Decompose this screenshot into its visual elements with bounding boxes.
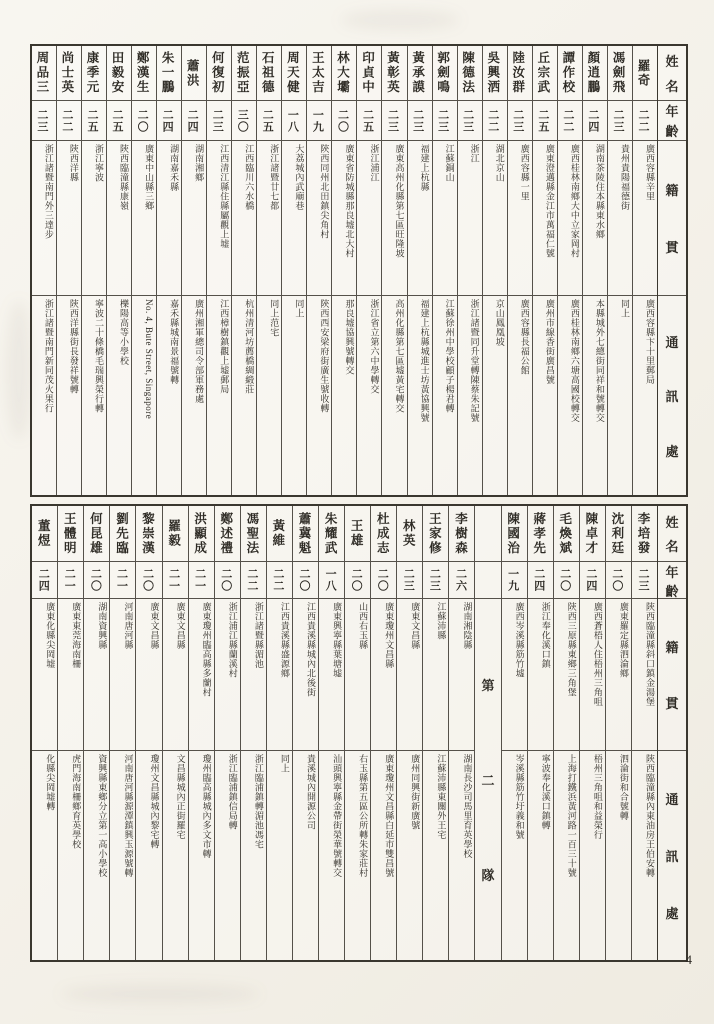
entry-origin: 湖北京山: [483, 141, 507, 296]
entry-column: [432, 46, 457, 495]
entry-name: 王雄: [345, 506, 370, 562]
entry-name: 沈利廷: [606, 506, 631, 562]
entry-column: [240, 506, 266, 960]
entry-column: [579, 506, 605, 960]
entry-origin: 廣西容縣一里: [508, 141, 532, 296]
header-name: 姓 名: [658, 506, 686, 562]
entry-origin: 浙江諸暨縣湄池: [241, 599, 266, 751]
header-column: [657, 46, 686, 495]
entry-address: 那良墟協興號轉交: [344, 299, 355, 375]
entry-origin: 陝西臨潼縣康嶺: [107, 141, 131, 296]
entry-address: 湖南長沙司馬里育英學校: [462, 754, 473, 859]
divider-blank: [475, 506, 500, 562]
entry-age: 二三: [408, 101, 432, 141]
entry-address: 江蘇徐州中學校顧子楊君轉: [444, 299, 455, 413]
entry-name: 何昆雄: [84, 506, 109, 562]
entry-address: 河南唐河縣源潭鎮興玉源號轉: [123, 754, 134, 878]
entry-origin: 福建上杭縣: [408, 141, 432, 296]
entry-address: 廣州湘軍總司令部軍務處: [194, 299, 205, 404]
entry-column: [331, 46, 356, 495]
entry-address: 浙江諸暨南門新同茂火果行: [43, 299, 54, 413]
entry-age: 二三: [608, 101, 632, 141]
divider-blank: [475, 562, 500, 599]
entry-age: 二四: [583, 101, 607, 141]
entry-origin: 廣西桂林南鄉大中立家岡村: [558, 141, 582, 296]
entry-origin: 山西右玉縣: [345, 599, 370, 751]
entry-address: 京山鳳凰坡: [494, 299, 505, 347]
entry-column: [106, 46, 131, 495]
entry-age: 二一: [110, 562, 135, 599]
entry-address: 文昌縣城內正街羅宅: [175, 754, 186, 840]
entry-age: 二〇: [215, 562, 240, 599]
entry-address: 同上: [294, 299, 305, 318]
entry-address: 瓊州文昌縣城內黎宅轉: [149, 754, 160, 849]
entry-column: [527, 506, 553, 960]
entry-column: [381, 46, 406, 495]
entry-origin: 江西臨川六水橋: [232, 141, 256, 296]
entry-column: [56, 46, 81, 495]
entry-name: 羅毅: [163, 506, 188, 562]
entry-age: 二〇: [332, 101, 356, 141]
entry-age: 二三: [433, 101, 457, 141]
entry-column: [532, 46, 557, 495]
header-name: 姓 名: [658, 46, 686, 101]
entry-name: 蕭洪: [182, 46, 206, 101]
entry-column: [135, 506, 161, 960]
entry-age: 二〇: [371, 562, 396, 599]
entry-address: 陝西西安梁府街廣生號收轉: [319, 299, 330, 413]
entry-age: 二五: [533, 101, 557, 141]
entry-origin: 江西清江縣住縣屬觀上墟: [207, 141, 231, 296]
entry-column: [32, 506, 57, 960]
entry-column: [281, 46, 306, 495]
entry-age: 一八: [282, 101, 306, 141]
entry-name: 王體明: [58, 506, 83, 562]
entry-age: 二〇: [554, 562, 579, 599]
header-origin: 籍 貫: [658, 141, 686, 296]
header-address: 通 訊 處: [665, 334, 679, 459]
header-age: 年 齡: [658, 562, 686, 599]
entry-origin: 廣東東莞海南柵: [58, 599, 83, 751]
entry-address: 浙江諸暨同升堂轉陳蔡朱記號: [469, 299, 480, 423]
entry-age: 二四: [32, 562, 57, 599]
entry-name: 黃承謨: [408, 46, 432, 101]
entry-name: 尚士英: [57, 46, 81, 101]
roster-table-top: [30, 44, 688, 497]
entry-address: 江西樟樹鎮觀上墟郵局: [219, 299, 230, 394]
entry-column: [632, 46, 657, 495]
entry-column: [557, 46, 582, 495]
entry-age: 二三: [32, 101, 56, 141]
entry-name: 朱一鵬: [157, 46, 181, 101]
entry-address: 陝西臨潼縣內東油房王伯安轉: [645, 754, 655, 878]
roster-table-bottom: [30, 504, 688, 962]
entry-origin: 廣東高州化縣第七區旺隆坡: [382, 141, 406, 296]
entry-column: [396, 506, 422, 960]
entry-age: 一九: [502, 562, 527, 599]
entry-name: 周品三: [32, 46, 56, 101]
entry-name: 陸汝群: [508, 46, 532, 101]
entry-address: 貴溪城內開源公司: [305, 754, 316, 830]
entry-name: 郭劍鳴: [433, 46, 457, 101]
entry-name: 黎崇漢: [136, 506, 161, 562]
entry-origin: 浙江: [458, 141, 482, 296]
entry-age: 二五: [82, 101, 106, 141]
entry-origin: 廣東中山縣三鄉: [132, 141, 156, 296]
entry-name: 王家修: [423, 506, 448, 562]
entry-column: [266, 506, 292, 960]
entry-address: 右玉縣第五區公所轉朱家莊村: [358, 754, 369, 878]
entry-column: [457, 46, 482, 495]
entry-address: 上海打鐵浜黃河路一百三十號: [566, 754, 577, 878]
scan-smudge: [60, 985, 260, 1003]
entry-column: [81, 46, 106, 495]
entry-age: 二四: [528, 562, 553, 599]
entry-name: 周天健: [282, 46, 306, 101]
entry-origin: 湖南嘉禾縣: [157, 141, 181, 296]
entry-column: [344, 506, 370, 960]
entry-origin: 廣西容縣辛里: [633, 141, 657, 296]
entry-age: 一九: [307, 101, 331, 141]
entry-origin: 浙江浦江: [357, 141, 381, 296]
entry-address: 浙江臨浦鎮轉湄池馮宅: [253, 754, 264, 849]
entry-address: 寧波奉化溪口鎮轉: [540, 754, 551, 830]
entry-column: [256, 46, 281, 495]
entry-column: [109, 506, 135, 960]
entry-origin: 廣東瓊州文昌縣: [371, 599, 396, 751]
entry-column: [356, 46, 381, 495]
header-address: 通 訊 處: [665, 792, 679, 921]
entry-column: [181, 46, 206, 495]
entry-name: 印貞中: [357, 46, 381, 101]
entry-age: 三〇: [232, 101, 256, 141]
entry-age: 二三: [508, 101, 532, 141]
team-divider-column: [474, 506, 500, 960]
entry-name: 康季元: [82, 46, 106, 101]
entry-name: 馮聖法: [241, 506, 266, 562]
entry-name: 田毅安: [107, 46, 131, 101]
entry-origin: 江蘇沛縣: [423, 599, 448, 751]
entry-age: 二三: [207, 101, 231, 141]
entry-column: [501, 506, 527, 960]
entry-address: No. 4, Bute Street, Singapore: [144, 299, 155, 420]
entry-name: 董煜: [32, 506, 57, 562]
entry-origin: 廣東文昌縣: [163, 599, 188, 751]
entry-column: [631, 506, 657, 960]
entry-address: 化縣尖岡墟轉: [45, 754, 56, 811]
entry-age: 二〇: [345, 562, 370, 599]
entry-address: 陝西洋縣街長發祥號轉: [68, 299, 79, 394]
entry-name: 鄭漢生: [132, 46, 156, 101]
entry-address: 泗淪街和合號轉: [618, 754, 629, 821]
entry-name: 丘宗武: [533, 46, 557, 101]
entry-name: 陳國治: [502, 506, 527, 562]
entry-name: 李培發: [632, 506, 657, 562]
entry-column: [306, 46, 331, 495]
entry-age: 二一: [189, 562, 214, 599]
entry-column: [370, 506, 396, 960]
entry-age: 二六: [449, 562, 474, 599]
entry-name: 杜成志: [371, 506, 396, 562]
entry-age: 二四: [157, 101, 181, 141]
entry-address: 廣州同興街新廣號: [410, 754, 421, 830]
entry-column: [582, 46, 607, 495]
entry-address: 虎門海南柵鄉育英學校: [71, 754, 82, 849]
entry-age: 二二: [241, 562, 266, 599]
entry-column: [231, 46, 256, 495]
entry-origin: 大荔城內武廟巷: [282, 141, 306, 296]
entry-address: 廣西桂林南鄉六塘高國校轉交: [569, 299, 580, 423]
page-number: 4: [685, 952, 692, 967]
entry-column: [607, 46, 632, 495]
entry-column: [318, 506, 344, 960]
entry-age: 二二: [483, 101, 507, 141]
entry-age: 二二: [267, 562, 292, 599]
entry-column: [83, 506, 109, 960]
entry-origin: 廣西蒼梧人住梧州三角咀: [580, 599, 605, 751]
entry-age: 二三: [458, 101, 482, 141]
entry-age: 二二: [558, 101, 582, 141]
entry-origin: 湖南湘鄉: [182, 141, 206, 296]
entry-address: 資興縣東鄉分立第一高小學校: [97, 754, 108, 878]
entry-origin: 廣西岑溪縣筋竹墟: [502, 599, 527, 751]
header-column: [657, 506, 686, 960]
entry-name: 黃彰英: [382, 46, 406, 101]
entry-address: 浙江臨浦鎮信局轉: [227, 754, 238, 830]
scan-smudge: [340, 10, 460, 30]
entry-address: 同上: [619, 299, 630, 318]
entry-name: 林英: [397, 506, 422, 562]
entry-age: 二三: [423, 562, 448, 599]
entry-origin: 貴州貴陽福德街: [608, 141, 632, 296]
entry-name: 陳德法: [458, 46, 482, 101]
entry-column: [482, 46, 507, 495]
entry-age: 二一: [163, 562, 188, 599]
entry-address: 浙江省立第六中學轉交: [369, 299, 380, 394]
entry-address: 岑溪縣筋竹圩義和號: [514, 754, 525, 840]
entry-name: 蔣孝先: [528, 506, 553, 562]
entry-name: 朱耀武: [319, 506, 344, 562]
scan-smudge: [6, 300, 32, 440]
entry-origin: 廣東省防城縣那良墟北大村: [332, 141, 356, 296]
entry-column: [188, 506, 214, 960]
entry-column: [32, 46, 56, 495]
entry-name: 何復初: [207, 46, 231, 101]
entry-column: [206, 46, 231, 495]
entry-address: 本縣城外七總街同祥和號轉交: [594, 299, 605, 423]
entry-address: 瓊州臨高縣城內多文市轉: [201, 754, 212, 859]
entry-address: 杭州清河坊薦橋綢緞莊: [244, 299, 255, 394]
entry-column: [553, 506, 579, 960]
entry-name: 王太吉: [307, 46, 331, 101]
entry-name: 劉先臨: [110, 506, 135, 562]
entry-name: 馮劍飛: [608, 46, 632, 101]
entry-column: [507, 46, 532, 495]
entry-age: 二〇: [132, 101, 156, 141]
entry-address: 廣西容縣卞十里郵局: [645, 299, 655, 385]
header-origin: 籍 貫: [658, 599, 686, 751]
entry-age: 二四: [182, 101, 206, 141]
entry-column: [57, 506, 83, 960]
team-divider-label: 第 二 隊: [481, 678, 495, 883]
entry-age: 二一: [58, 562, 83, 599]
entry-name: 林大壩: [332, 46, 356, 101]
entry-name: 鄭述禮: [215, 506, 240, 562]
entry-name: 蕭冀魁: [293, 506, 318, 562]
entry-age: 二〇: [136, 562, 161, 599]
entry-origin: 江西貴溪縣盛源鄉: [267, 599, 292, 751]
entry-age: 二〇: [293, 562, 318, 599]
entry-column: [407, 46, 432, 495]
entry-address: 同上: [279, 754, 290, 773]
entry-origin: 廣東瓊州臨高縣多蘭村: [189, 599, 214, 751]
entry-origin: 浙江奉化溪口鎮: [528, 599, 553, 751]
entry-origin: 廣東澄邁縣金江市萬福仁號: [533, 141, 557, 296]
entry-age: 二二: [633, 101, 657, 141]
entry-origin: 廣東文昌縣: [136, 599, 161, 751]
entry-origin: 江蘇銅山: [433, 141, 457, 296]
entry-column: [292, 506, 318, 960]
entry-address: 嘉禾縣城南景福號轉: [169, 299, 180, 385]
entry-name: 黃維: [267, 506, 292, 562]
roster-sheet: [30, 44, 688, 962]
entry-name: 吳興洒: [483, 46, 507, 101]
entry-origin: 浙江諸暨廿七都: [257, 141, 281, 296]
entry-address: 江蘇沛縣東關外王宅: [436, 754, 447, 840]
entry-origin: 陝西同州北田鎮尖角村: [307, 141, 331, 296]
entry-column: [214, 506, 240, 960]
entry-origin: 廣東羅定縣泗淪鄉: [606, 599, 631, 751]
entry-column: [605, 506, 631, 960]
entry-name: 洪顯成: [189, 506, 214, 562]
entry-origin: 浙江寧波: [82, 141, 106, 296]
entry-origin: 廣東興寧縣葉塘墟: [319, 599, 344, 751]
entry-column: [162, 506, 188, 960]
entry-column: [422, 506, 448, 960]
entry-address: 福建上杭縣城進士坊黃協興號: [419, 299, 430, 423]
entry-origin: 浙江諸暨南門外三達步: [32, 141, 56, 296]
entry-origin: 湖南資興縣: [84, 599, 109, 751]
entry-age: 一八: [319, 562, 344, 599]
entry-age: 二二: [57, 101, 81, 141]
entry-name: 顏逍鵬: [583, 46, 607, 101]
entry-address: 寧波二十條橋毛瑞興榮行轉: [93, 299, 104, 413]
entry-name: 陳卓才: [580, 506, 605, 562]
entry-name: 譚作校: [558, 46, 582, 101]
entry-age: 二〇: [84, 562, 109, 599]
entry-address: 廣西容縣長福公館: [519, 299, 530, 375]
entry-origin: 江西貴溪縣城內北後街: [293, 599, 318, 751]
entry-origin: 湖南湘陰縣: [449, 599, 474, 751]
entry-age: 二五: [257, 101, 281, 141]
entry-address: 廣東瓊州文昌縣白延市雙昌號: [384, 754, 395, 878]
entry-name: 石祖德: [257, 46, 281, 101]
entry-address: 高州化縣第七區墟黃宅轉交: [394, 299, 405, 413]
entry-origin: 浙江浦江縣蘭溪村: [215, 599, 240, 751]
entry-column: [131, 46, 156, 495]
entry-address: 櫟陽高等小學校: [119, 299, 130, 366]
entry-name: 李樹森: [449, 506, 474, 562]
entry-address: 同上范宅: [269, 299, 280, 337]
entry-age: 二三: [632, 562, 657, 599]
entry-column: [156, 46, 181, 495]
entry-address: 梧州三角咀和益榮行: [592, 754, 603, 840]
header-age: 年 齡: [658, 101, 686, 141]
entry-age: 二五: [357, 101, 381, 141]
entry-address: 汕頭興寧縣金帶街榮華號轉交: [332, 754, 343, 878]
entry-age: 二三: [397, 562, 422, 599]
entry-name: 毛煥斌: [554, 506, 579, 562]
entry-origin: 廣東化縣尖岡墟: [32, 599, 57, 751]
entry-origin: 廣東文昌縣: [397, 599, 422, 751]
entry-column: [448, 506, 474, 960]
entry-origin: 陝西臨潼縣斜口鎮金湯堡: [632, 599, 657, 751]
entry-address: 廣州市線香街廣昌號: [544, 299, 555, 385]
entry-origin: 湖南茶陵住本縣東水鄉: [583, 141, 607, 296]
entry-age: 二五: [107, 101, 131, 141]
entry-origin: 陝西三原縣東鄉三角堡: [554, 599, 579, 751]
entry-age: 二三: [382, 101, 406, 141]
entry-name: 羅奇: [633, 46, 657, 101]
entry-age: 二四: [580, 562, 605, 599]
entry-origin: 陝西洋縣: [57, 141, 81, 296]
entry-origin: 河南唐河縣: [110, 599, 135, 751]
entry-age: 二〇: [606, 562, 631, 599]
entry-name: 范振亞: [232, 46, 256, 101]
